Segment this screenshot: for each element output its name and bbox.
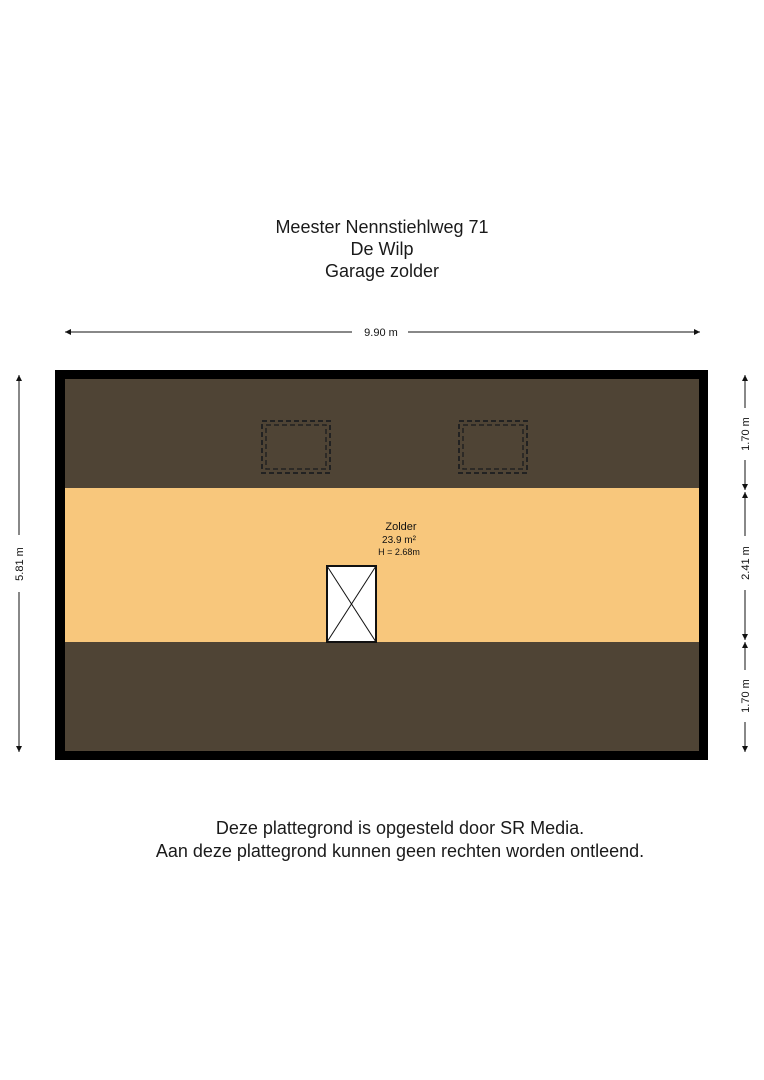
room-name: Zolder [385, 521, 417, 533]
width-label: 9.90 m [364, 327, 398, 339]
attic-hatch [327, 566, 376, 642]
floor-title: Garage zolder [324, 261, 440, 281]
sloped-zone-bottom [65, 642, 699, 751]
room-area: 23.9 m² [382, 535, 416, 546]
depth-dimension [14, 375, 26, 752]
disclaimer-line-1: Deze plattegrond is opgesteld door SR Media. [215, 818, 585, 838]
right-bottom-label: 1.70 m [740, 679, 752, 713]
disclaimer-line-2: Aan deze plattegrond kunnen geen rechten worden ontleend. [155, 841, 645, 861]
address-title: Meester Nennstiehlweg 71 [275, 217, 489, 237]
disclaimer [0, 817, 764, 863]
floor-area [65, 488, 699, 642]
right-middle-label: 2.41 m [740, 546, 752, 580]
right-top-label: 1.70 m [740, 417, 752, 451]
city-title: De Wilp [350, 239, 414, 259]
room-height: H = 2.68m [378, 547, 420, 557]
width-dimension [65, 327, 700, 339]
depth-label: 5.81 m [14, 547, 26, 581]
sloped-zone-top [65, 379, 699, 488]
right-dimensions [740, 375, 752, 752]
